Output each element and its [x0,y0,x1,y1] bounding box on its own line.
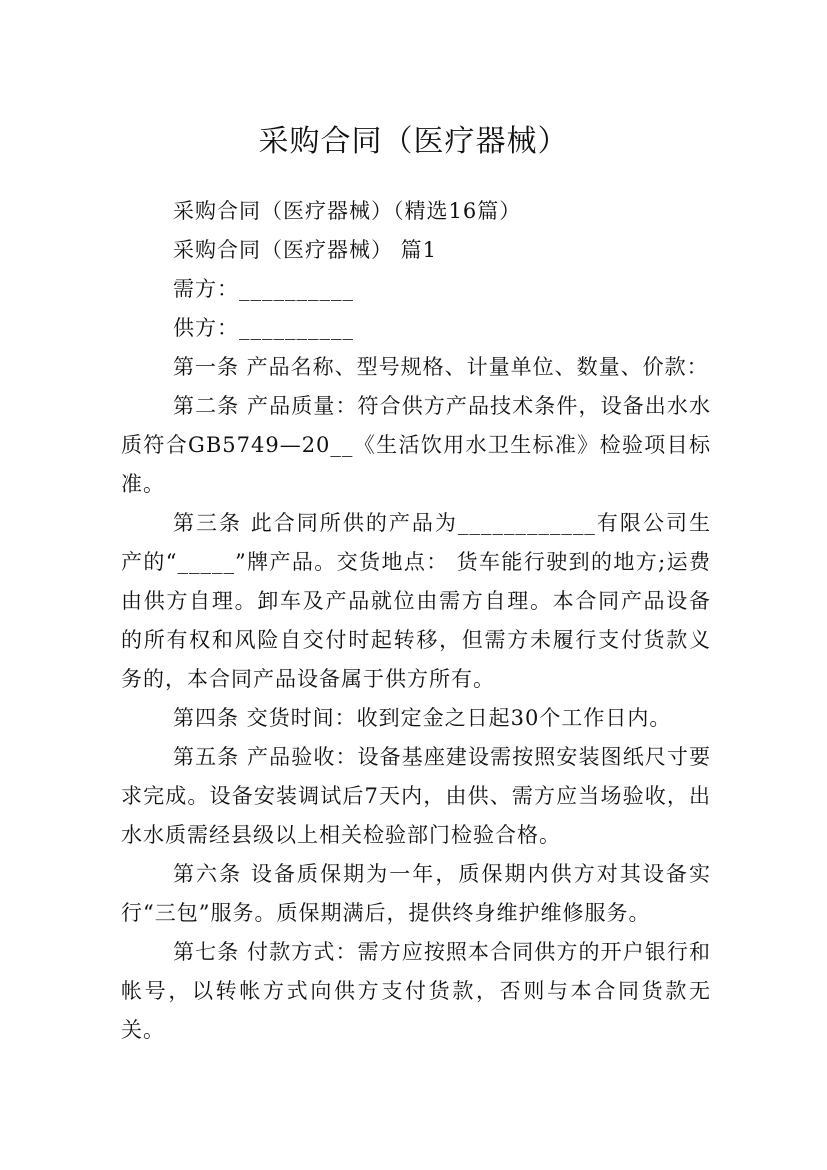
clause-2: 第二条 产品质量：符合供方产品技术条件，设备出水水质符合GB5749—20__《生活饮用水卫生标准》检验项目标准。 [121,394,711,496]
clause-7: 第七条 付款方式：需方应按照本合同供方的开户银行和帐号，以转帐方式向供方支付货款，否则与本合同货款无关。 [121,940,711,1042]
clause-1: 第一条 产品名称、型号规格、计量单位、数量、价款： [173,355,709,379]
clause-6: 第六条 设备质保期为一年，质保期内供方对其设备实行“三包”服务。质保期满后，提供终身维护维修服务。 [121,862,711,925]
clause-4: 第四条 交货时间：收到定金之日起30个工作日内。 [173,706,672,730]
clause-5: 第五条 产品验收：设备基座建设需按照安装图纸尺寸要求完成。设备安装调试后7天内，由供、需方应当场验收，出水水质需经县级以上相关检验部门检验合格。 [121,745,711,847]
buyer-line: 需方：__________ [173,277,354,301]
supplier-line: 供方：__________ [173,316,354,340]
section-heading: 采购合同（医疗器械） 篇1 [173,238,438,262]
document-title: 采购合同（医疗器械） [258,124,569,160]
document-body [121,192,711,1050]
document-subtitle: 采购合同（医疗器械）（精选16篇） [173,199,522,223]
clause-3: 第三条 此合同所供的产品为____________有限公司生产的“_____”牌产品。交货地点： 货车能行驶到的地方;运费由供方自理。卸车及产品就位由需方自理。本合同产品设备的所有权和风险自交付时起转移，但需方未履行支付货款义务的，本合同产品设备属于供方所有。 [121,511,711,691]
